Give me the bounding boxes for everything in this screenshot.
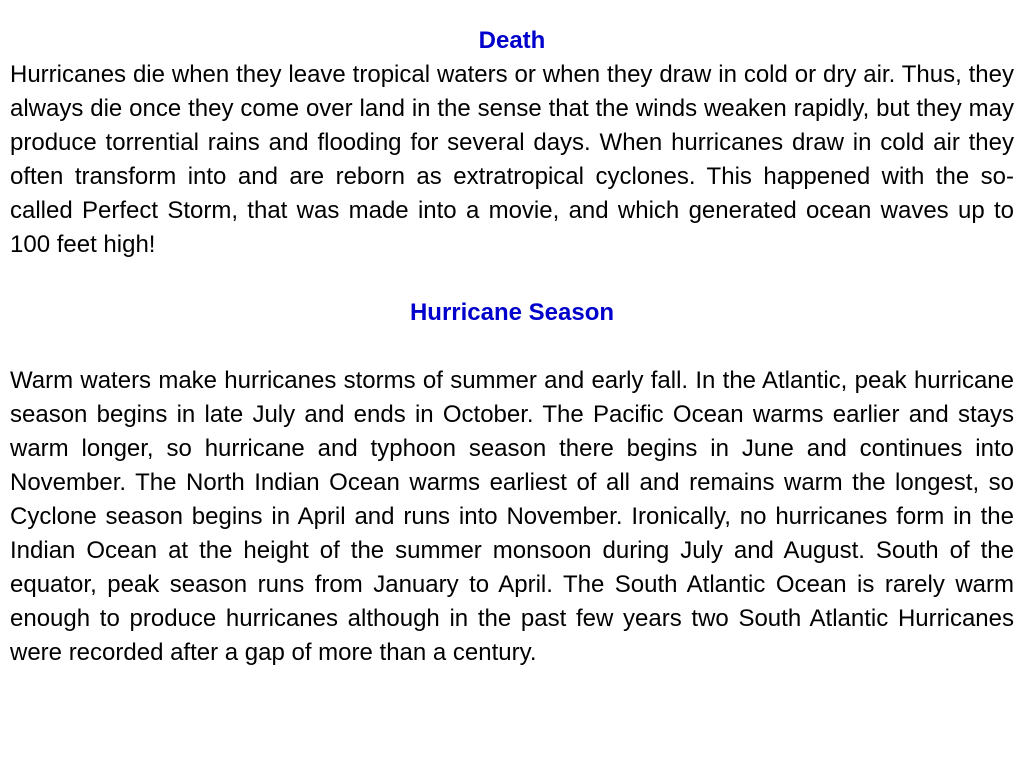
section-heading-hurricane-season: Hurricane Season [409,299,615,326]
section-body-hurricane-season: Warm waters make hurricanes storms of summer and early fall. In the Atlantic, peak hurricane season begins in late July and ends in October. The Pacific Ocean warms earlier and stays warm longer, so hurricane and typhoon season there begins in June and continues into November. The North Indian Ocean warms earliest of all and remains warm the longest, so Cyclone season begins in April and runs into November. Ironically, no hurricanes form in the Indian Ocean at the height of the summer monsoon during July and August. South of the equator, peak season runs from January to April. The South Atlantic Ocean is rarely warm enough to produce hurricanes although in the past few years two South Atlantic Hurricanes were recorded after a gap of more than a century. [10,367,1014,666]
section-body-death: Hurricanes die when they leave tropical waters or when they draw in cold or dry air. Thus, they always die once they come over land in the sense that the winds weaken rapidly, but they may produce torrential rains and flooding for several days. When hurricanes draw in cold air they often transform into and are reborn as extratropical cyclones. This happened with the so-called Perfect Storm, that was made into a movie, and which generated ocean waves up to 100 feet high! [10,61,1014,258]
section-heading-death: Death [478,27,546,54]
